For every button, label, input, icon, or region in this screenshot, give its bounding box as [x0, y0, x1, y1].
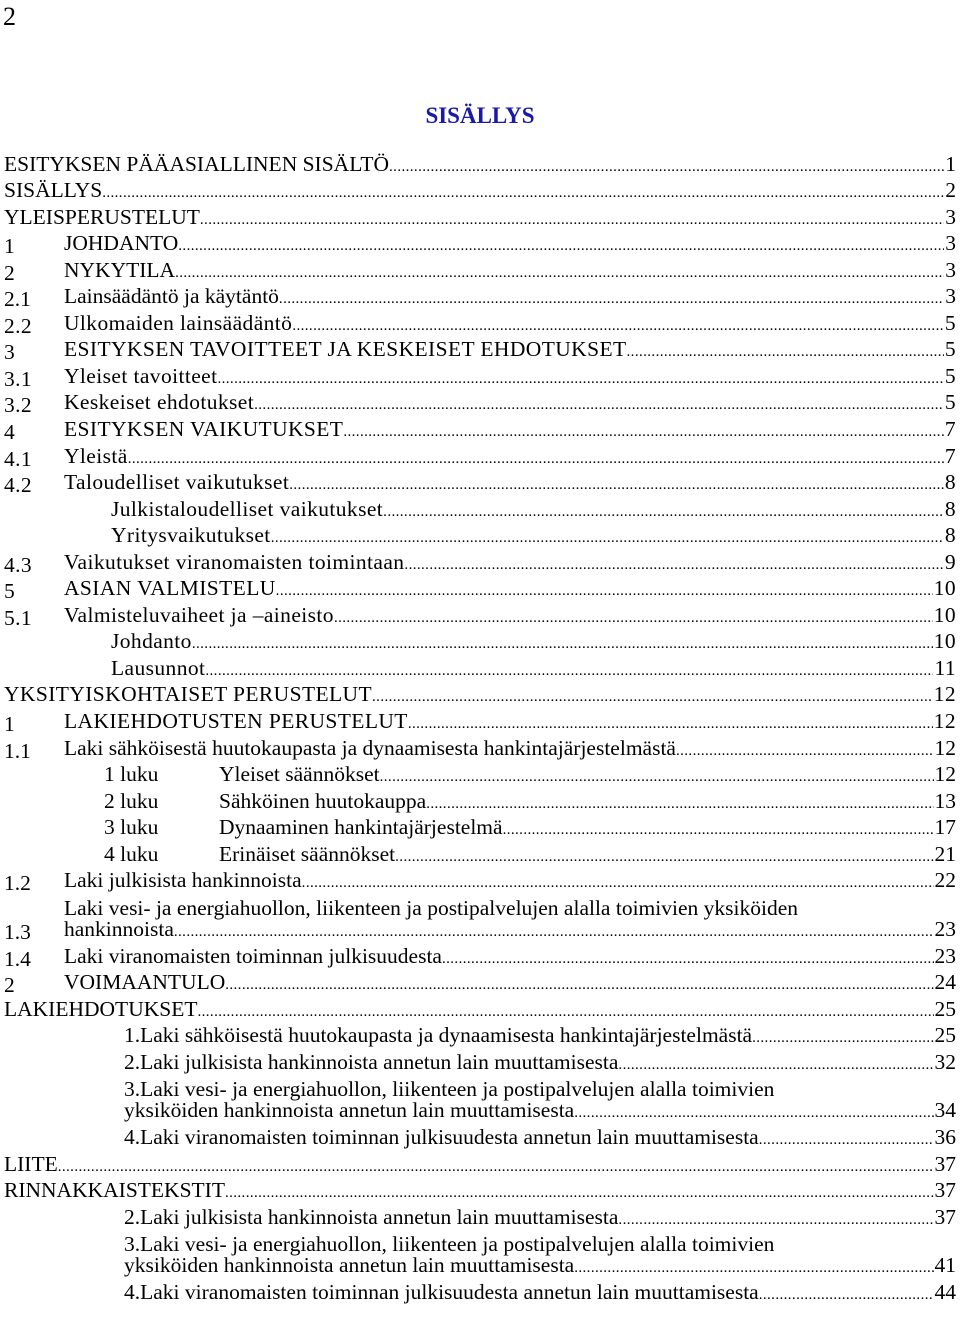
toc-entry-title: Valmisteluvaiheet ja –aineisto: [64, 602, 334, 627]
toc-entry-title: YLEISPERUSTELUT: [4, 204, 200, 229]
toc-entry-page: 12: [934, 735, 956, 760]
toc-entry-page: 12: [934, 762, 956, 787]
toc-entry-title: 4.Laki viranomaisten toiminnan julkisuudesta annetun lain muuttamisesta: [124, 1279, 759, 1304]
dot-leader: [618, 1208, 933, 1232]
toc-entry-page: 37: [934, 1204, 956, 1229]
toc-entry[interactable]: [4, 869, 956, 896]
toc-entry-page: 12: [933, 709, 956, 734]
toc-entry-title-line1: 3.Laki vesi- ja energiahuollon, liikenteen ja postipalvelujen alalla toimivien: [124, 1232, 775, 1257]
toc-entry-page: 21: [934, 841, 956, 866]
toc-entry[interactable]: [4, 471, 956, 498]
toc-entry[interactable]: [4, 285, 956, 312]
toc-entry-title: [104, 815, 503, 839]
toc-entry-title: yksiköiden hankinnoista annetun lain muuttamisesta: [124, 1253, 575, 1278]
dot-leader: [408, 712, 933, 736]
chapter-title: Yleiset säännökset: [219, 762, 380, 787]
table-of-contents: [4, 152, 956, 1307]
toc-entry-title: LAKIEHDOTUKSET: [4, 996, 198, 1021]
toc-entry-number: 1: [4, 234, 15, 259]
dot-leader: [271, 526, 944, 550]
toc-entry-title: [104, 789, 426, 813]
chapter-label: 4 luku: [104, 841, 159, 866]
toc-entry-page: 17: [934, 815, 956, 840]
toc-entry[interactable]: [4, 1280, 956, 1307]
toc-entry-title: RINNAKKAISTEKSTIT: [4, 1178, 225, 1203]
dot-leader: [58, 1155, 934, 1179]
dot-leader: [618, 1053, 933, 1077]
toc-entry-title: 1.Laki sähköisestä huutokaupasta ja dynaamisesta hankintajärjestelmästä: [124, 1023, 753, 1048]
toc-entry-page: 5: [944, 390, 956, 415]
toc-entry-title: Lainsäädäntö ja käytäntö: [64, 284, 279, 309]
toc-entry[interactable]: [4, 842, 956, 869]
toc-entry-page: 36: [934, 1124, 956, 1149]
toc-entry-page: 5: [944, 337, 956, 362]
toc-entry[interactable]: [4, 1125, 956, 1152]
dot-leader: [334, 606, 933, 630]
chapter-title: Dynaaminen hankintajärjestelmä: [219, 815, 503, 840]
toc-entry-title: Yleistä: [64, 443, 128, 468]
dot-leader: [276, 579, 933, 603]
toc-entry[interactable]: [4, 683, 956, 710]
toc-entry-title: Laki julkisista hankinnoista: [64, 868, 302, 893]
toc-entry-page: 11: [934, 655, 956, 680]
toc-entry-number: 1.4: [4, 946, 31, 971]
toc-entry-page: 5: [944, 310, 956, 335]
chapter-label: 3 luku: [104, 815, 159, 840]
toc-entry-number: 2: [4, 973, 15, 998]
dot-leader: [395, 845, 933, 869]
toc-entry-title: Lausunnot: [111, 655, 206, 680]
toc-entry-page: 23: [934, 943, 956, 968]
toc-entry-number: 1.1: [4, 738, 31, 763]
toc-entry-title: ESITYKSEN TAVOITTEET JA KESKEISET EHDOTUKSET: [64, 337, 627, 362]
toc-entry[interactable]: [4, 577, 956, 604]
toc-entry-title: 4.Laki viranomaisten toiminnan julkisuudesta annetun lain muuttamisesta: [124, 1124, 759, 1149]
toc-entry-number: 3.2: [4, 393, 33, 418]
toc-entry-title: LAKIEHDOTUSTEN PERUSTELUT: [64, 709, 408, 734]
dot-leader: [225, 973, 933, 997]
toc-entry-title-line1: 3.Laki vesi- ja energiahuollon, liikenteen ja postipalvelujen alalla toimivien: [124, 1077, 775, 1102]
toc-entry-title: Keskeiset ehdotukset: [64, 390, 255, 415]
page-title: SISÄLLYS: [425, 103, 535, 128]
toc-entry-number: 1.3: [4, 920, 31, 944]
toc-entry-title: YKSITYISKOHTAISET PERUSTELUT: [4, 682, 373, 707]
toc-entry-page: 7: [944, 443, 956, 468]
toc-entry-page: 3: [945, 204, 956, 229]
toc-entry[interactable]: [4, 232, 956, 259]
toc-entry-page: 37: [934, 1178, 956, 1203]
toc-entry-page: 32: [934, 1049, 956, 1074]
toc-entry-page: 10: [933, 629, 956, 654]
toc-entry[interactable]: [4, 789, 956, 816]
toc-entry-page: 3: [945, 284, 956, 309]
toc-entry-title: Laki sähköisestä huutokaupasta ja dynaamisesta hankintajärjestelmästä: [64, 735, 676, 760]
page-number: 2: [3, 2, 16, 31]
toc-entry-title: 2.Laki julkisista hankinnoista annetun lain muuttamisesta: [124, 1204, 619, 1229]
toc-entry-title: LIITE: [4, 1151, 58, 1176]
toc-entry-page: 7: [944, 417, 956, 442]
toc-entry-title: hankinnoista: [64, 917, 174, 941]
toc-entry-page: 8: [944, 496, 956, 521]
toc-entry-page: 25: [934, 1023, 956, 1048]
dot-leader: [289, 473, 944, 497]
toc-entry-title: [104, 842, 395, 866]
toc-entry-page: 41: [934, 1253, 956, 1278]
toc-entry-title: Vaikutukset viranomaisten toimintaan: [64, 549, 405, 574]
toc-entry-number: 2: [4, 260, 15, 285]
dot-leader: [759, 1283, 934, 1307]
toc-entry-title-line1: Laki vesi- ja energiahuollon, liikenteen ja postipalvelujen alalla toimivien yksiköiden: [64, 896, 798, 920]
toc-entry-page: 13: [934, 788, 956, 813]
chapter-label: 1 luku: [104, 762, 159, 787]
toc-entry-title: JOHDANTO: [64, 231, 179, 256]
toc-entry-page: 8: [944, 523, 956, 548]
dot-leader: [225, 1181, 934, 1205]
toc-entry-number: 4: [4, 420, 16, 445]
toc-entry-number: 1.2: [4, 871, 31, 896]
toc-entry[interactable]: [4, 1205, 956, 1232]
toc-entry-page: 44: [934, 1279, 956, 1304]
toc-entry[interactable]: [4, 179, 956, 206]
toc-entry-page: 2: [945, 178, 956, 203]
toc-entry-number: 1: [4, 712, 16, 737]
toc-entry[interactable]: [4, 258, 956, 285]
toc-entry[interactable]: [4, 971, 956, 998]
toc-entry-number: 4.2: [4, 473, 33, 498]
dot-leader: [197, 1000, 933, 1024]
toc-entry-page: 34: [934, 1098, 956, 1123]
toc-entry-page: 1: [945, 151, 956, 176]
toc-entry-page: 12: [933, 682, 956, 707]
toc-entry-number: 3: [4, 340, 16, 365]
toc-entry[interactable]: [4, 205, 956, 232]
toc-entry-page: 24: [934, 970, 956, 995]
dot-leader: [380, 765, 934, 789]
dot-leader: [302, 871, 934, 895]
toc-entry[interactable]: [4, 763, 956, 790]
toc-entry-page: 22: [934, 868, 956, 893]
dot-leader: [574, 1101, 933, 1125]
dot-leader: [254, 393, 944, 417]
dot-leader: [128, 447, 944, 471]
toc-entry-page: 3: [945, 231, 956, 256]
toc-entry-number: 4.3: [4, 552, 33, 577]
toc-entry-number: 5.1: [4, 605, 33, 630]
dot-leader: [200, 208, 944, 232]
toc-entry[interactable]: [4, 603, 956, 630]
chapter-label: 2 luku: [104, 788, 159, 813]
dot-leader: [178, 234, 944, 258]
toc-entry-title: yksiköiden hankinnoista annetun lain muuttamisesta: [124, 1098, 575, 1123]
toc-entry-title: VOIMAANTULO: [64, 970, 226, 995]
toc-entry-title: Laki viranomaisten toiminnan julkisuudesta: [64, 943, 442, 968]
dot-leader: [503, 818, 934, 842]
toc-entry-page: 8: [944, 470, 956, 495]
toc-entry[interactable]: [4, 816, 956, 843]
dot-leader: [174, 920, 934, 944]
toc-entry-title: SISÄLLYS: [4, 178, 103, 203]
toc-entry[interactable]: [4, 1024, 956, 1051]
toc-entry-page: 3: [945, 257, 956, 282]
dot-leader: [442, 947, 934, 971]
toc-entry-title: 2.Laki julkisista hankinnoista annetun lain muuttamisesta: [124, 1049, 619, 1074]
toc-entry-page: 9: [944, 549, 956, 574]
toc-entry[interactable]: [4, 550, 956, 577]
chapter-title: Erinäiset säännökset: [219, 841, 396, 866]
toc-entry-page: 10: [933, 602, 956, 627]
dot-leader: [279, 287, 944, 311]
toc-entry[interactable]: [4, 364, 956, 391]
toc-entry-page: 10: [933, 576, 956, 601]
toc-entry[interactable]: [4, 152, 956, 179]
toc-entry-title: [104, 762, 380, 786]
toc-entry-title: Johdanto: [111, 629, 192, 654]
toc-entry[interactable]: [4, 497, 956, 524]
dot-leader: [574, 1256, 933, 1280]
dot-leader: [343, 420, 943, 444]
dot-leader: [759, 1128, 934, 1152]
toc-entry-page: 5: [944, 363, 956, 388]
toc-entry[interactable]: [4, 656, 956, 683]
dot-leader: [217, 367, 943, 391]
toc-entry[interactable]: [4, 1232, 956, 1281]
toc-entry[interactable]: [4, 1152, 956, 1179]
toc-entry-number: 2.1: [4, 287, 31, 312]
toc-entry-page: 23: [934, 917, 956, 941]
toc-entry[interactable]: [4, 997, 956, 1024]
toc-entry[interactable]: [4, 338, 956, 365]
toc-entry[interactable]: [4, 524, 956, 551]
toc-entry[interactable]: [4, 444, 956, 471]
dot-leader: [404, 553, 943, 577]
toc-entry-title: Taloudelliset vaikutukset: [64, 470, 290, 495]
dot-leader: [372, 685, 933, 709]
toc-entry[interactable]: [4, 630, 956, 657]
dot-leader: [205, 659, 933, 683]
toc-entry-page: 37: [934, 1151, 956, 1176]
toc-entry-number: 3.1: [4, 366, 33, 391]
toc-entry-title: ESITYKSEN PÄÄASIALLINEN SISÄLTÖ: [4, 151, 390, 176]
toc-entry-title: ASIAN VALMISTELU: [64, 576, 276, 601]
toc-entry[interactable]: [4, 736, 956, 763]
toc-entry[interactable]: [4, 895, 956, 944]
dot-leader: [426, 792, 933, 816]
toc-entry[interactable]: [4, 944, 956, 971]
toc-entry-title: Julkistaloudelliset vaikutukset: [111, 496, 384, 521]
dot-leader: [627, 340, 944, 364]
toc-entry-title: Yleiset tavoitteet: [64, 363, 218, 388]
toc-entry-title: Ulkomaiden lainsäädäntö: [64, 310, 293, 335]
toc-entry-number: 5: [4, 579, 16, 604]
chapter-title: Sähköinen huutokauppa: [219, 788, 427, 813]
toc-entry-page: 25: [934, 996, 956, 1021]
toc-entry[interactable]: [4, 311, 956, 338]
toc-entry-title: NYKYTILA: [64, 257, 176, 282]
dot-leader: [102, 181, 944, 205]
toc-entry[interactable]: [4, 1050, 956, 1077]
dot-leader: [676, 739, 934, 763]
toc-entry[interactable]: [4, 709, 956, 736]
toc-entry[interactable]: [4, 1077, 956, 1126]
dot-leader: [292, 314, 944, 338]
toc-entry-title: ESITYKSEN VAIKUTUKSET: [64, 417, 344, 442]
dot-leader: [752, 1026, 933, 1050]
toc-entry[interactable]: [4, 1179, 956, 1206]
toc-entry-title: Yritysvaikutukset: [111, 523, 271, 548]
toc-entry[interactable]: [4, 417, 956, 444]
toc-entry-number: 2.2: [4, 313, 33, 338]
dot-leader: [192, 632, 933, 656]
toc-entry[interactable]: [4, 391, 956, 418]
dot-leader: [383, 500, 944, 524]
dot-leader: [175, 261, 944, 285]
toc-entry-number: 4.1: [4, 446, 33, 471]
dot-leader: [389, 155, 944, 179]
